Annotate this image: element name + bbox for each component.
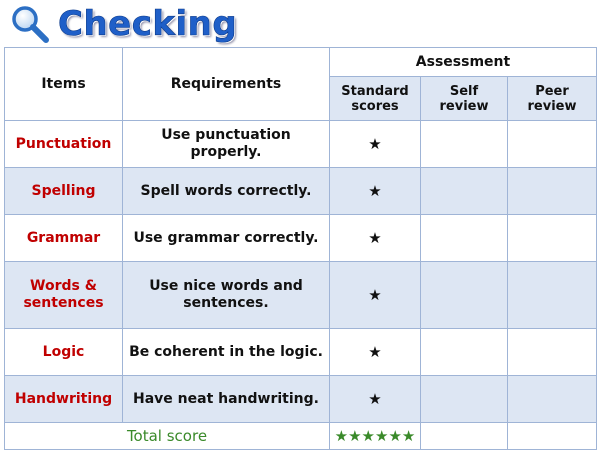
item-cell: Handwriting — [5, 376, 123, 423]
requirement-cell: Have neat handwriting. — [123, 376, 330, 423]
self-review-cell[interactable] — [421, 376, 508, 423]
header-items: Items — [5, 48, 123, 121]
standard-score-cell: ★ — [330, 168, 421, 215]
peer-review-cell[interactable] — [508, 329, 597, 376]
page-title: Checking — [58, 4, 238, 44]
requirement-cell: Use punctuation properly. — [123, 121, 330, 168]
total-row — [5, 423, 597, 450]
self-review-cell[interactable] — [421, 262, 508, 329]
total-score-label: Total score — [5, 423, 330, 450]
header-standard-scores: Standard scores — [330, 77, 421, 121]
header-self-review: Self review — [421, 77, 508, 121]
item-cell: Words & sentences — [5, 262, 123, 329]
standard-score-cell: ★ — [330, 376, 421, 423]
table-row — [5, 329, 597, 376]
self-review-cell[interactable] — [421, 168, 508, 215]
table-row — [5, 376, 597, 423]
item-cell: Punctuation — [5, 121, 123, 168]
peer-review-cell[interactable] — [508, 215, 597, 262]
table-row — [5, 215, 597, 262]
standard-score-cell: ★ — [330, 262, 421, 329]
page-header — [10, 2, 237, 46]
checking-table — [4, 47, 597, 450]
self-review-cell[interactable] — [421, 215, 508, 262]
requirement-cell: Use grammar correctly. — [123, 215, 330, 262]
self-review-cell[interactable] — [421, 329, 508, 376]
standard-score-cell: ★ — [330, 121, 421, 168]
standard-score-cell: ★ — [330, 215, 421, 262]
table-row — [5, 168, 597, 215]
peer-review-cell[interactable] — [508, 168, 597, 215]
item-cell: Spelling — [5, 168, 123, 215]
header-peer-review: Peer review — [508, 77, 597, 121]
item-cell: Grammar — [5, 215, 123, 262]
magnifier-icon — [10, 4, 50, 44]
peer-review-cell[interactable] — [508, 376, 597, 423]
requirement-cell: Spell words correctly. — [123, 168, 330, 215]
requirement-cell: Use nice words and sentences. — [123, 262, 330, 329]
peer-review-cell[interactable] — [508, 121, 597, 168]
requirement-cell: Be coherent in the logic. — [123, 329, 330, 376]
peer-review-cell[interactable] — [508, 262, 597, 329]
self-review-cell[interactable] — [421, 121, 508, 168]
total-self-review-cell[interactable] — [421, 423, 508, 450]
total-standard-stars: ★★★★★★ — [330, 423, 421, 450]
item-cell: Logic — [5, 329, 123, 376]
table-row — [5, 121, 597, 168]
header-requirements: Requirements — [123, 48, 330, 121]
total-peer-review-cell[interactable] — [508, 423, 597, 450]
standard-score-cell: ★ — [330, 329, 421, 376]
header-assessment: Assessment — [330, 48, 597, 77]
table-row — [5, 262, 597, 329]
